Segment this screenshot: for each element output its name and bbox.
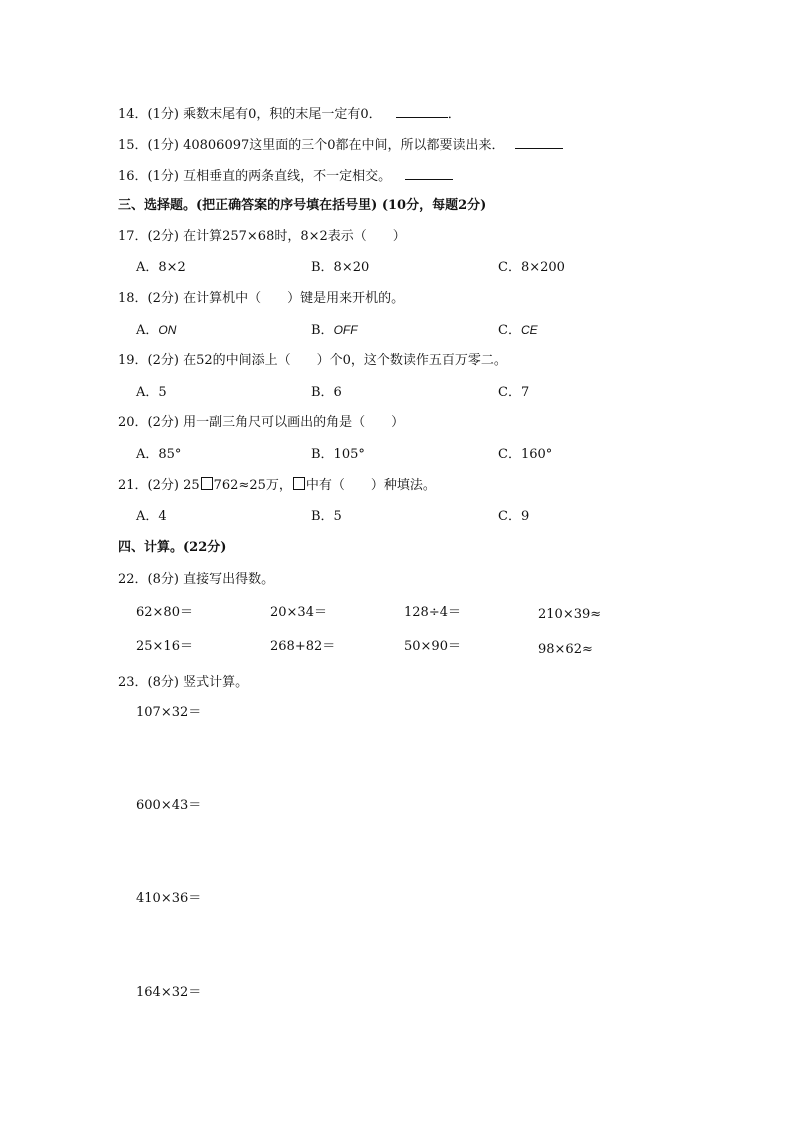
option-b[interactable]: B．OFF	[311, 323, 358, 338]
question-19: 19．(2分) 在52的中间添上（ ）个0，这个数读作五百万零二。	[118, 353, 507, 368]
option-b[interactable]: B．5	[311, 509, 342, 524]
answer-blank[interactable]	[515, 135, 563, 149]
answer-blank[interactable]	[396, 104, 448, 118]
calc-item: 20×34＝	[270, 605, 327, 620]
section-title-calc: 四、计算。(22分)	[118, 540, 227, 555]
key-label: CE	[520, 323, 538, 337]
calc-item: 128÷4＝	[404, 605, 461, 620]
vertical-calc-item: 410×36＝	[136, 891, 202, 906]
question-16	[118, 166, 453, 186]
answer-blank[interactable]	[405, 166, 453, 180]
vertical-calc-item: 164×32＝	[136, 985, 202, 1000]
option-b[interactable]: B．6	[311, 385, 342, 400]
option-c[interactable]: C．7	[498, 385, 530, 400]
option-a[interactable]: A．85°	[136, 447, 182, 462]
question-14: 14．(1分) 乘数末尾有0，积的末尾一定有0． ．	[118, 104, 461, 124]
blank-box-icon	[293, 477, 305, 490]
blank-box-icon	[201, 477, 213, 490]
question-21: 21．(2分) 25 762≈25万， 中有（ ）种填法。	[118, 478, 436, 493]
section-title-choice: 三、选择题。(把正确答案的序号填在括号里) (10分，每题2分)	[118, 198, 487, 213]
question-text: 16．(1分) 互相垂直的两条直线，不一定相交。	[118, 169, 392, 184]
calc-item: 25×16＝	[136, 639, 193, 654]
option-a[interactable]: A．8×2	[136, 260, 186, 275]
question-18: 18．(2分) 在计算机中（ ）键是用来开机的。	[118, 291, 405, 306]
vertical-calc-item: 107×32＝	[136, 705, 202, 720]
calc-item: 98×62≈	[538, 642, 593, 657]
question-text: 15．(1分) 40806097这里面的三个0都在中间，所以都要读出来．	[118, 138, 505, 153]
key-label: ON	[158, 323, 177, 337]
calc-item: 62×80＝	[136, 605, 193, 620]
option-c[interactable]: C．CE	[498, 323, 538, 338]
calc-item: 268+82＝	[270, 639, 336, 654]
key-label: OFF	[333, 323, 358, 337]
option-a[interactable]: A．4	[136, 509, 167, 524]
question-23: 23．(8分) 竖式计算。	[118, 675, 249, 690]
question-20: 20．(2分) 用一副三角尺可以画出的角是（ ）	[118, 415, 405, 430]
option-c[interactable]: C．160°	[498, 447, 553, 462]
calc-item: 210×39≈	[538, 607, 602, 622]
option-c[interactable]: C．9	[498, 509, 530, 524]
question-text: 14．(1分) 乘数末尾有0，积的末尾一定有0．	[118, 107, 382, 122]
calc-item: 50×90＝	[404, 639, 461, 654]
option-a[interactable]: A．ON	[136, 323, 177, 338]
option-c[interactable]: C．8×200	[498, 260, 565, 275]
vertical-calc-item: 600×43＝	[136, 798, 202, 813]
option-b[interactable]: B．105°	[311, 447, 365, 462]
question-15	[118, 135, 563, 155]
question-17: 17．(2分) 在计算257×68时，8×2表示（ ）	[118, 229, 406, 244]
question-22: 22．(8分) 直接写出得数。	[118, 572, 275, 587]
option-b[interactable]: B．8×20	[311, 260, 370, 275]
option-a[interactable]: A．5	[136, 385, 167, 400]
